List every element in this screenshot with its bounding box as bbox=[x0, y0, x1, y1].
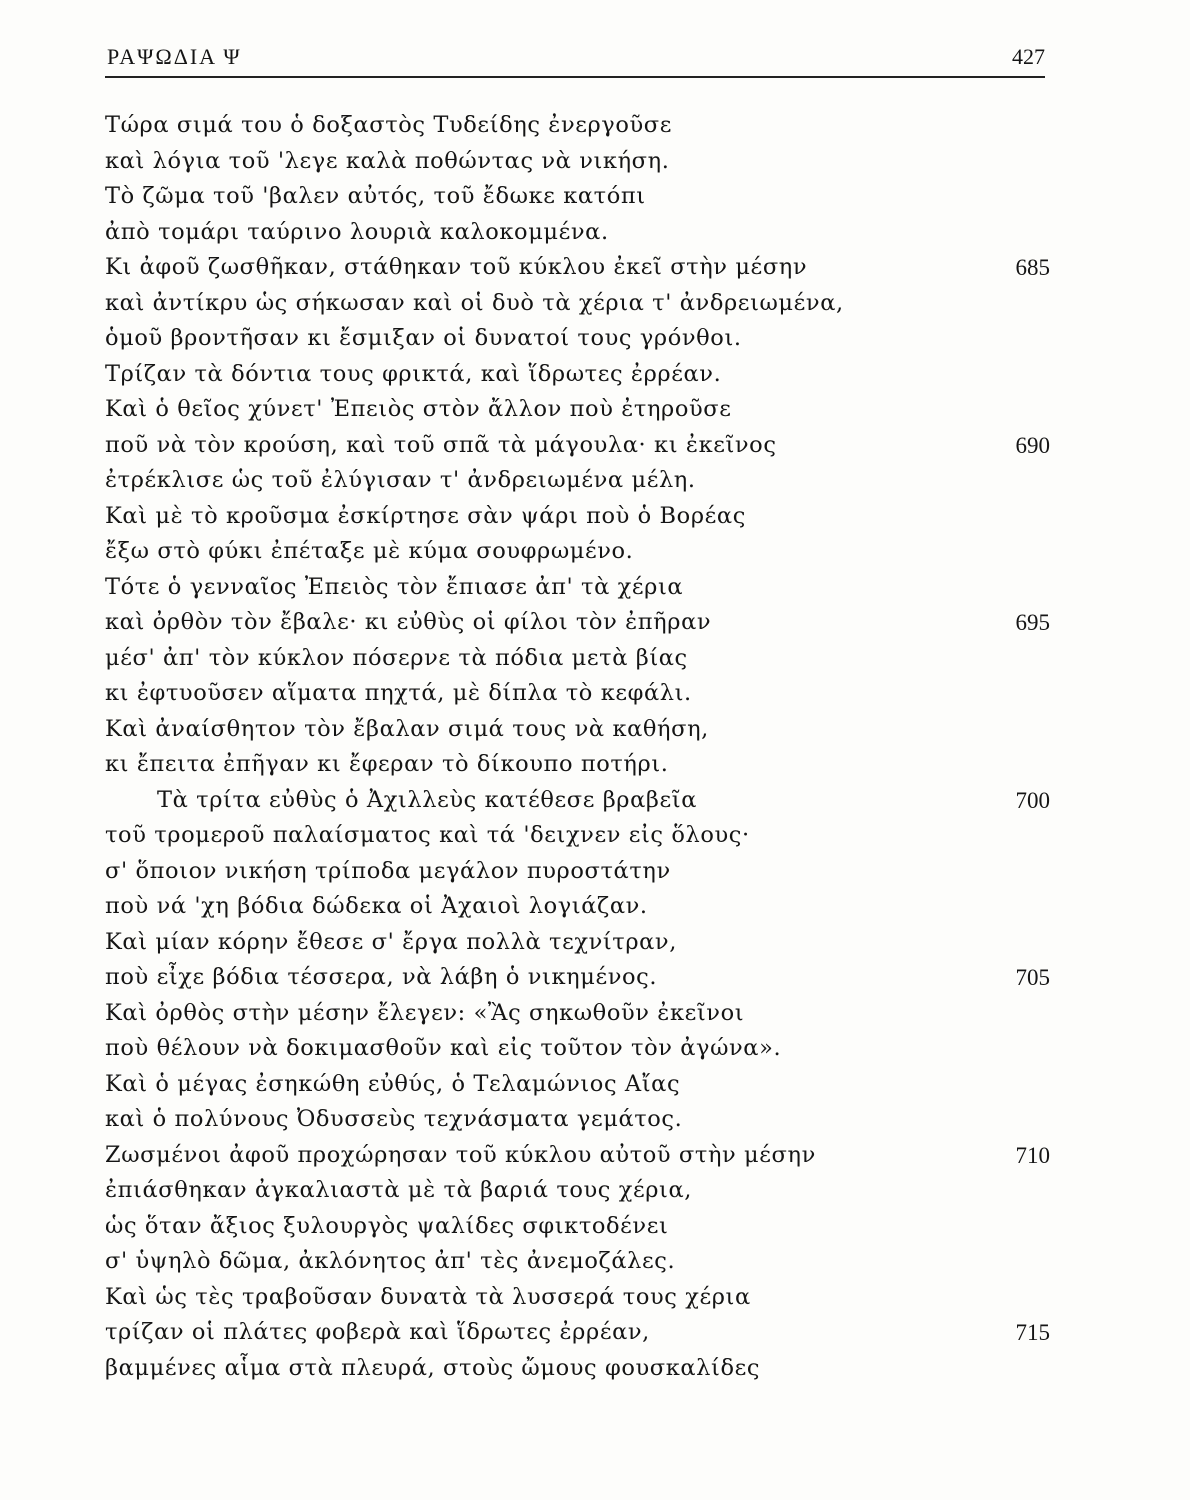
verse-line bbox=[105, 108, 1050, 144]
line-number: 685 bbox=[1015, 255, 1050, 280]
verse-text: Καὶ ἀναίσθητον τὸν ἔβαλαν σιμά τους νὰ καθήση, bbox=[105, 715, 709, 742]
verse-text: ποὺ νά 'χη βόδια δώδεκα οἱ Ἀχαιοὶ λογιάζαν. bbox=[105, 893, 648, 919]
verse-line bbox=[105, 712, 1050, 748]
verse-line bbox=[105, 960, 1050, 996]
line-number: 700 bbox=[1015, 787, 1050, 813]
page-number: 427 bbox=[1012, 44, 1045, 69]
verse-text: βαμμένες αἷμα στὰ πλευρά, στοὺς ὤμους φουσκαλίδες bbox=[105, 1354, 761, 1381]
verse-line bbox=[105, 570, 1050, 606]
verse-text: Τώρα σιμά του ὁ δοξαστὸς Τυδείδης ἐνεργοῦσε bbox=[105, 112, 672, 138]
verse-line bbox=[105, 250, 1050, 286]
verse-text: ποῦ νὰ τὸν κρούση, καὶ τοῦ σπᾶ τὰ μάγουλα· κι ἐκεῖνος bbox=[105, 431, 777, 458]
verse-line bbox=[105, 818, 1050, 854]
verse-text: ὁμοῦ βροντῆσαν κι ἔσμιξαν οἱ δυνατοί τους γρόνθοι. bbox=[105, 325, 742, 351]
verse-text: καὶ λόγια τοῦ 'λεγε καλὰ ποθώντας νὰ νικήση. bbox=[105, 147, 670, 174]
verse-text: Ζωσμένοι ἀφοῦ προχώρησαν τοῦ κύκλου αὐτοῦ στὴν μέσην bbox=[105, 1141, 816, 1168]
verse-text: Τὰ τρίτα εὐθὺς ὁ Ἀχιλλεὺς κατέθεσε βραβεῖα bbox=[157, 786, 698, 813]
verse-text: Καὶ ὁ μέγας ἐσηκώθη εὐθύς, ὁ Τελαμώνιος Αἴας bbox=[105, 1070, 681, 1097]
verse-line bbox=[105, 889, 1050, 925]
verse-line bbox=[105, 925, 1050, 961]
verse-line bbox=[105, 1351, 1050, 1387]
verse-text: Τότε ὁ γενναῖος Ἐπειὸς τὸν ἔπιασε ἀπ' τὰ χέρια bbox=[105, 573, 684, 600]
verse-line bbox=[105, 1315, 1050, 1351]
verse-text: Καὶ μὲ τὸ κροῦσμα ἐσκίρτησε σὰν ψάρι ποὺ ὁ Βορέας bbox=[105, 502, 746, 529]
running-title: ΡΑΨΩΔΙΑ Ψ bbox=[107, 44, 242, 69]
verse-line bbox=[105, 1280, 1050, 1316]
verse-line bbox=[105, 854, 1050, 890]
verse-text: καὶ ὁ πολύνους Ὀδυσσεὺς τεχνάσματα γεμάτος. bbox=[105, 1106, 683, 1132]
verse-text: Τρίζαν τὰ δόντια τους φρικτά, καὶ ἵδρωτες ἐρρέαν. bbox=[105, 360, 722, 387]
verse-line bbox=[105, 463, 1050, 499]
verse-line bbox=[105, 144, 1050, 180]
verse-line bbox=[105, 1173, 1050, 1209]
verse-line bbox=[105, 215, 1050, 251]
verse-text: καὶ ὀρθὸν τὸν ἔβαλε· κι εὐθὺς οἱ φίλοι τὸν ἐπῆραν bbox=[105, 609, 712, 635]
verse-line bbox=[105, 392, 1050, 428]
verse-list bbox=[105, 108, 1050, 1386]
verse-line bbox=[105, 1031, 1050, 1067]
verse-line bbox=[105, 1138, 1050, 1174]
verse-line bbox=[105, 428, 1050, 464]
verse-line bbox=[105, 996, 1050, 1032]
verse-line bbox=[105, 676, 1050, 712]
verse-line bbox=[105, 357, 1050, 393]
verse-text: ἔξω στὸ φύκι ἐπέταξε μὲ κύμα σουφρωμένο. bbox=[105, 538, 634, 564]
verse-text: ποὺ θέλουν νὰ δοκιμασθοῦν καὶ εἰς τοῦτον τὸν ἀγώνα». bbox=[105, 1035, 782, 1061]
line-number: 690 bbox=[1015, 432, 1050, 458]
verse-text: ἀπὸ τομάρι ταύρινο λουριὰ καλοκομμένα. bbox=[105, 218, 609, 245]
verse-text: σ' ὅποιον νικήση τρίποδα μεγάλον πυροστάτην bbox=[105, 857, 671, 884]
verse-text: ἐτρέκλισε ὡς τοῦ ἐλύγισαν τ' ἀνδρειωμένα μέλη. bbox=[105, 467, 696, 493]
verse-line bbox=[105, 286, 1050, 322]
verse-text: καὶ ἀντίκρυ ὡς σήκωσαν καὶ οἱ δυὸ τὰ χέρια τ' ἀνδρειωμένα, bbox=[105, 289, 844, 316]
verse-line bbox=[105, 641, 1050, 677]
verse-line bbox=[105, 1067, 1050, 1103]
verse-text: ἐπιάσθηκαν ἀγκαλιαστὰ μὲ τὰ βαριά τους χέρια, bbox=[105, 1177, 693, 1203]
verse-text: ποὺ εἶχε βόδια τέσσερα, νὰ λάβη ὁ νικημένος. bbox=[105, 964, 658, 990]
line-number: 705 bbox=[1015, 965, 1050, 990]
verse-line bbox=[105, 605, 1050, 641]
verse-text: Καὶ ὀρθὸς στὴν μέσην ἔλεγεν: «Ἂς σηκωθοῦν ἐκεῖνοι bbox=[105, 999, 745, 1026]
verse-line bbox=[105, 747, 1050, 783]
verse-line bbox=[105, 179, 1050, 215]
line-number: 710 bbox=[1015, 1142, 1050, 1168]
verse-text: Καὶ ὡς τὲς τραβοῦσαν δυνατὰ τὰ λυσσερά τους χέρια bbox=[105, 1283, 751, 1310]
verse-text: Καὶ ὁ θεῖος χύνετ' Ἐπειὸς στὸν ἄλλον ποὺ ἐτηροῦσε bbox=[105, 396, 732, 422]
verse-text: κι ἐφτυοῦσεν αἵματα πηχτά, μὲ δίπλα τὸ κεφάλι. bbox=[105, 680, 692, 706]
verse-text: ὡς ὅταν ἄξιος ξυλουργὸς ψαλίδες σφικτοδένει bbox=[105, 1212, 669, 1239]
verse-text: κι ἔπειτα ἐπῆγαν κι ἔφεραν τὸ δίκουπο ποτήρι. bbox=[105, 751, 669, 777]
verse-line bbox=[105, 534, 1050, 570]
verse-text: σ' ὑψηλὸ δῶμα, ἀκλόνητος ἀπ' τὲς ἀνεμοζάλες. bbox=[105, 1248, 676, 1274]
line-number: 695 bbox=[1015, 610, 1050, 635]
verse-text: Τὸ ζῶμα τοῦ 'βαλεν αὐτός, τοῦ ἔδωκε κατόπι bbox=[105, 183, 646, 209]
verse-line bbox=[105, 783, 1050, 819]
verse-text: μέσ' ἀπ' τὸν κύκλον πόσερνε τὰ πόδια μετὰ βίας bbox=[105, 644, 688, 671]
verse-text: τοῦ τρομεροῦ παλαίσματος καὶ τά 'δειχνεν εἰς ὅλους· bbox=[105, 822, 750, 848]
verse-line bbox=[105, 499, 1050, 535]
line-number: 715 bbox=[1015, 1320, 1050, 1345]
verse-text: Κι ἀφοῦ ζωσθῆκαν, στάθηκαν τοῦ κύκλου ἐκεῖ στὴν μέσην bbox=[105, 254, 808, 280]
verse-line bbox=[105, 321, 1050, 357]
verse-text: τρίζαν οἱ πλάτες φοβερὰ καὶ ἵδρωτες ἐρρέαν, bbox=[105, 1319, 650, 1345]
verse-line bbox=[105, 1209, 1050, 1245]
page-header bbox=[105, 40, 1045, 78]
verse-text: Καὶ μίαν κόρην ἔθεσε σ' ἔργα πολλὰ τεχνίτραν, bbox=[105, 928, 677, 955]
verse-line bbox=[105, 1102, 1050, 1138]
verse-line bbox=[105, 1244, 1050, 1280]
